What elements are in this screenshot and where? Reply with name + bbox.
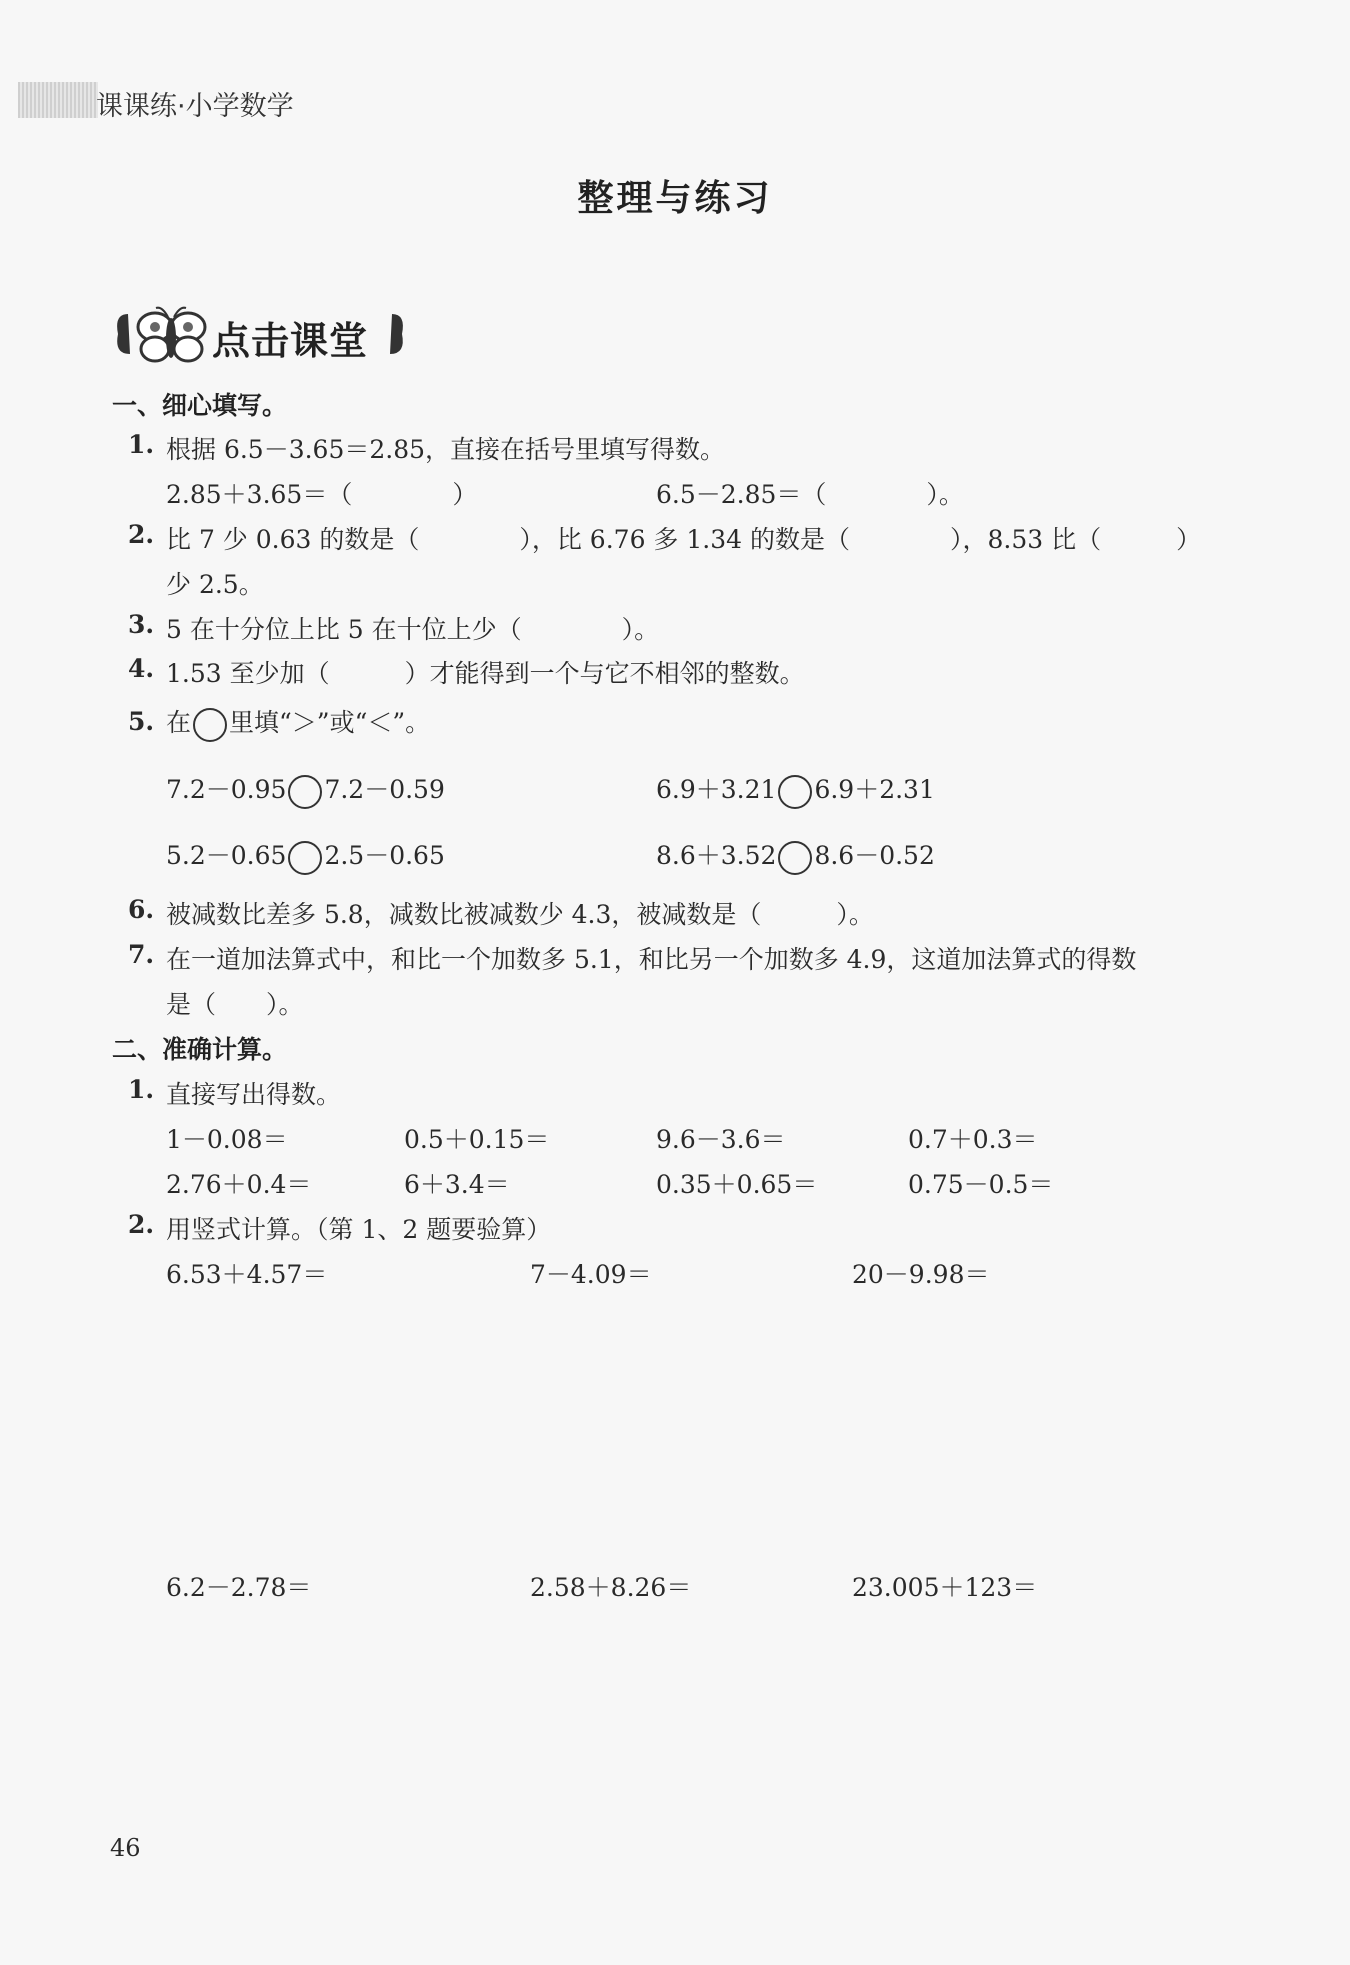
vertical-calc: 7－4.09＝ [530,1260,652,1289]
q1-number: 1. [128,430,155,459]
section1-heading: 一、细心填写。 [112,391,288,420]
s2-q2-number: 2. [128,1210,155,1239]
q5-number: 5. [128,707,155,736]
vertical-calc: 23.005＋123＝ [852,1573,1038,1602]
vertical-calc: 6.2－2.78＝ [166,1573,312,1602]
q1-item-b: 6.5－2.85＝（ ）。 [656,480,964,509]
q7-text: 在一道加法算式中，和比一个加数多 5.1，和比另一个加数多 4.9，这道加法算式的得数 [166,945,1137,974]
section2-heading: 二、准确计算。 [112,1035,288,1064]
answer-circle[interactable] [778,775,812,809]
mental-calc: 0.5＋0.15＝ [404,1125,550,1154]
expr-right: 2.5－0.65 [324,841,445,870]
compare-row2-a [166,836,445,875]
q6-text: 被减数比差多 5.8，减数比被减数少 4.3，被减数是（ ）。 [166,900,874,929]
header-decoration [18,82,98,118]
q2-text: 比 7 少 0.63 的数是（ ），比 6.76 多 1.34 的数是（ ），8.53 比（ ） [166,525,1202,554]
q3-text: 5 在十分位上比 5 在十位上少（ ）。 [166,615,660,644]
book-title: 课课练·小学数学 [96,91,294,122]
compare-row1-a [166,770,445,809]
q6-number: 6. [128,895,155,924]
q5-post: 里填“＞”或“＜”。 [229,708,431,737]
vertical-calc: 6.53＋4.57＝ [166,1260,328,1289]
compare-circle-icon [193,708,227,742]
mental-calc: 0.35＋0.65＝ [656,1170,818,1199]
q7-number: 7. [128,940,155,969]
expr-right: 8.6－0.52 [814,841,935,870]
q3-number: 3. [128,610,155,639]
q4-number: 4. [128,654,155,683]
compare-row2-b [656,836,935,875]
s2-q1-number: 1. [128,1075,155,1104]
q5-pre: 在 [166,708,192,737]
mental-calc: 0.7＋0.3＝ [908,1125,1038,1154]
q1-text: 根据 6.5－3.65＝2.85，直接在括号里填写得数。 [166,435,726,464]
expr-left: 6.9＋3.21 [656,775,777,804]
expr-left: 7.2－0.95 [166,775,287,804]
q5-text [166,703,430,742]
mental-calc: 6＋3.4＝ [404,1170,510,1199]
q1-item-a: 2.85＋3.65＝（ ） [166,480,478,509]
answer-circle[interactable] [778,841,812,875]
expr-right: 6.9＋2.31 [814,775,935,804]
page-title: 整理与练习 [577,178,773,219]
q2-number: 2. [128,520,155,549]
answer-circle[interactable] [288,841,322,875]
page-number: 46 [110,1834,141,1862]
butterfly-icon [138,308,205,361]
mental-calc: 1－0.08＝ [166,1125,288,1154]
answer-circle[interactable] [288,775,322,809]
banner-label: 点击课堂 [212,319,369,363]
expr-left: 5.2－0.65 [166,841,287,870]
q2-text-cont: 少 2.5。 [166,570,264,599]
vertical-calc: 20－9.98＝ [852,1260,990,1289]
expr-right: 7.2－0.59 [324,775,445,804]
mental-calc: 9.6－3.6＝ [656,1125,786,1154]
q4-text: 1.53 至少加（ ）才能得到一个与它不相邻的整数。 [166,659,805,688]
q7-text-cont: 是（ ）。 [166,990,304,1019]
compare-row1-b [656,770,935,809]
s2-q1-text: 直接写出得数。 [166,1080,342,1109]
mental-calc: 2.76＋0.4＝ [166,1170,312,1199]
vertical-calc: 2.58＋8.26＝ [530,1573,692,1602]
mental-calc: 0.75－0.5＝ [908,1170,1054,1199]
expr-left: 8.6＋3.52 [656,841,777,870]
s2-q2-text: 用竖式计算。（第 1、2 题要验算） [166,1215,552,1244]
